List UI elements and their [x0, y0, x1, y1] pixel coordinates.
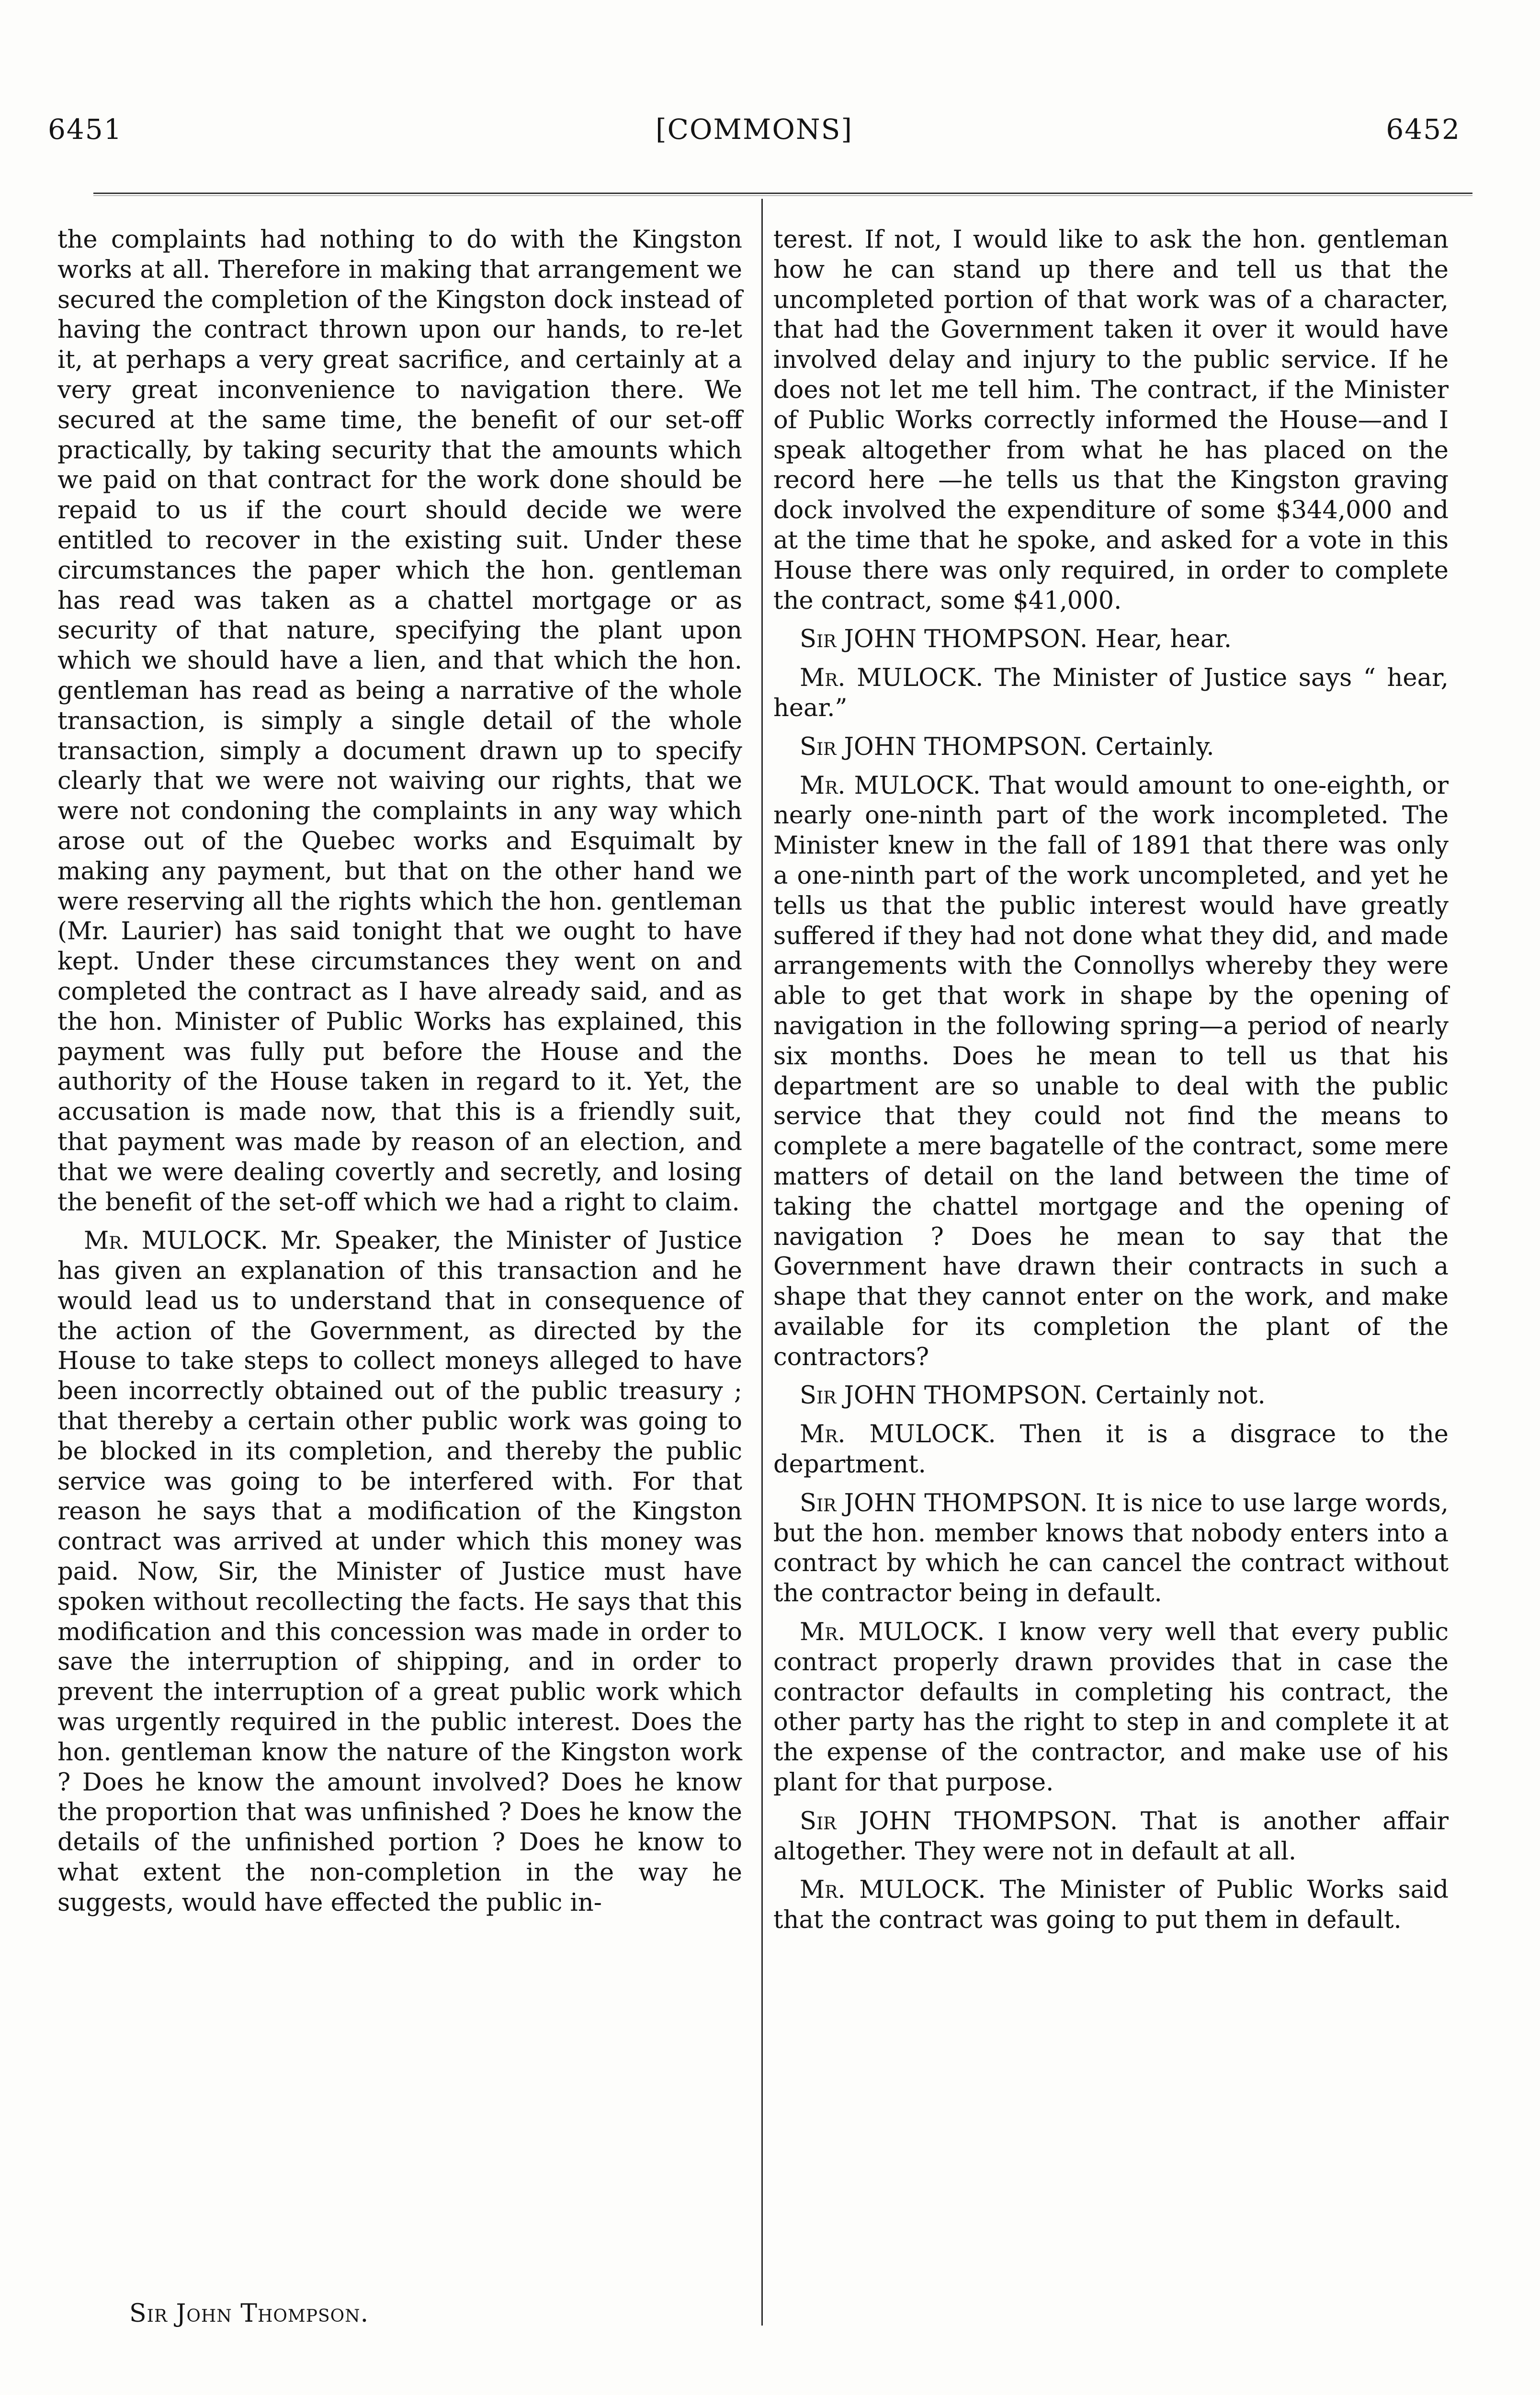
paragraph [773, 1489, 1449, 1609]
speaker-name: Mr. MULOCK. [800, 771, 981, 800]
paragraph [773, 663, 1449, 724]
paragraph [773, 625, 1449, 655]
paragraph [773, 732, 1449, 763]
paragraph-text: Mr. Speaker, the Minister of Justice has given an explanation of this transaction and he would lead us to understand that in consequence of the action of the Government, as directed by the House to take steps to collect moneys alleged to have been incorrectly obtained out of the public treasury ; that thereby a certain other public work was going to be blocked in its completion, and thereby the public service was going to be interfered with. For that reason he says that a modification of the Kingston contract was arrived at under which this money was paid. Now, Sir, the Minister of Justice must have spoken without recollecting the facts. He says that this modification and this concession was made in order to save the interruption of shipping, and in order to prevent the interruption of a great public work which was urgently required in the public interest. Does the hon. gentleman know the nature of the Kingston work ? Does he know the amount involved? Does he know the proportion that was unfinished ? Does he know the details of the unfinished portion ? Does he know to what extent the non-completion in the way he suggests, would have effected the public in- [57, 1227, 742, 1917]
header-title: [COMMONS] [656, 113, 853, 146]
speaker-name: Sir JOHN THOMPSON. [800, 1381, 1088, 1410]
paragraph-text: The Minister of Justice says “ hear, hear.” [773, 664, 1449, 722]
left-column [57, 225, 742, 1927]
paragraph-text: The Minister of Public Works said that the contract was going to put them in default. [773, 1876, 1449, 1935]
column-divider [761, 199, 763, 2326]
speaker-name: Mr. MULOCK. [800, 664, 984, 693]
speaker-name: Mr. MULOCK. [800, 1618, 985, 1647]
page-header [48, 113, 1461, 166]
paragraph-text: terest. If not, I would like to ask the hon. gentleman how he can stand up there and tell us that the uncompleted portion of that work was of a character, that had the Government taken it over it would have involved delay and injury to the public service. If he does not let me tell him. The contract, if the Minister of Public Works correctly informed the House—and I speak altogether from what he has placed on the record here —he tells us that the Kingston graving dock involved the expenditure of some $344,000 and at the time that he spoke, and asked for a vote in this House there was only required, in order to complete the contract, some $41,000. [773, 226, 1449, 615]
speaker-name: Mr. MULOCK. [800, 1420, 996, 1449]
paragraph-text: the complaints had nothing to do with the Kingston works at all. Therefore in making that arrangement we secured the completion of the Kingston dock instead of having the contract thrown upon our hands, to re-let it, at perhaps a very great sacrifice, and certainly at a very great inconvenience to navigation there. We secured at the same time, the benefit of our set-off practically, by taking security that the amounts which we paid on that contract for the work done should be repaid to us if the court should decide we were entitled to recover in the existing suit. Under these circumstances the paper which the hon. gentleman has read was taken as a chattel mortgage or as security of that nature, specifying the plant upon which we should have a lien, and that which the hon. gentleman has read as being a narrative of the whole transaction, is simply a single detail of the whole transaction, simply a document drawn up to specify clearly that we were not waiving our rights, that we were not condoning the complaints in any way which arose out of the Quebec works and Esquimalt by making any payment, but that on the other hand we were reserving all the rights which the hon. gentleman (Mr. Laurier) has said tonight that we ought to have kept. Under these circumstances they went on and completed the contract as I have already said, and as the hon. Minister of Public Works has explained, this payment was fully put before the House and the authority of the House taken in regard to it. Yet, the accusation is made now, that this is a friendly suit, that payment was made by reason of an election, and that we were dealing covertly and secretly, and losing the benefit of the set-off which we had a right to claim. [57, 226, 742, 1217]
paragraph-text: That is another affair altogether. They were not in default at all. [773, 1807, 1449, 1866]
paragraph [773, 1618, 1449, 1798]
speaker-name: Mr. MULOCK. [800, 1876, 986, 1905]
paragraph-text: It is nice to use large words, but the hon. member knows that nobody enters into a contract by which he can cancel the contract without the contractor being in default. [773, 1489, 1449, 1608]
paragraph [773, 225, 1449, 616]
paragraph-text: Hear, hear. [1095, 625, 1232, 654]
right-page-number: 6452 [1386, 113, 1461, 146]
paragraph [773, 771, 1449, 1373]
speaker-name: Sir JOHN THOMPSON. [800, 1807, 1118, 1836]
paragraph-text: Then it is a disgrace to the department. [773, 1420, 1449, 1479]
header-rule [93, 193, 1472, 196]
right-column [773, 225, 1449, 1944]
left-page-number: 6451 [48, 113, 123, 146]
paragraph [773, 1420, 1449, 1480]
paragraph-text: That would amount to one-eighth, or nearly one-ninth part of the work incompleted. The Minister knew in the fall of 1891 that there was only a one-ninth part of the work uncompleted, and yet he tells us that the public interest would have greatly suffered if they had not done what they did, and made arrangements with the Connollys whereby they were able to get that work in shape by the opening of navigation in the following spring—a period of nearly six months. Does he mean to tell us that his department are so unable to deal with the public service that they could not find the means to complete a mere bagatelle of the contract, some mere matters of detail on the land between the time of taking the chattel mortgage and the opening of navigation ? Does he mean to say that the Government have drawn their contracts in such a shape that they cannot enter on the work, and make available for its completion the plant of the contractors? [773, 771, 1449, 1371]
speaker-name: Sir JOHN THOMPSON. [800, 1489, 1088, 1517]
paragraph [773, 1807, 1449, 1867]
speaker-signature: Sir John Thompson. [129, 2299, 369, 2328]
paragraph-text: Certainly. [1095, 732, 1214, 761]
speaker-name: Sir JOHN THOMPSON. [800, 625, 1088, 654]
paragraph [773, 1875, 1449, 1936]
paragraph-text: Certainly not. [1095, 1381, 1266, 1410]
speaker-name: Sir JOHN THOMPSON. [800, 732, 1088, 761]
paragraph-text: I know very well that every public contract properly drawn provides that in case the contractor defaults in completing his contract, the other party has the right to step in and complete it at the expense of the contractor, and make use of his plant for that purpose. [773, 1618, 1449, 1797]
paragraph [57, 225, 742, 1218]
paragraph [773, 1381, 1449, 1411]
speaker-name: Mr. MULOCK. [84, 1227, 269, 1255]
paragraph [57, 1226, 742, 1918]
